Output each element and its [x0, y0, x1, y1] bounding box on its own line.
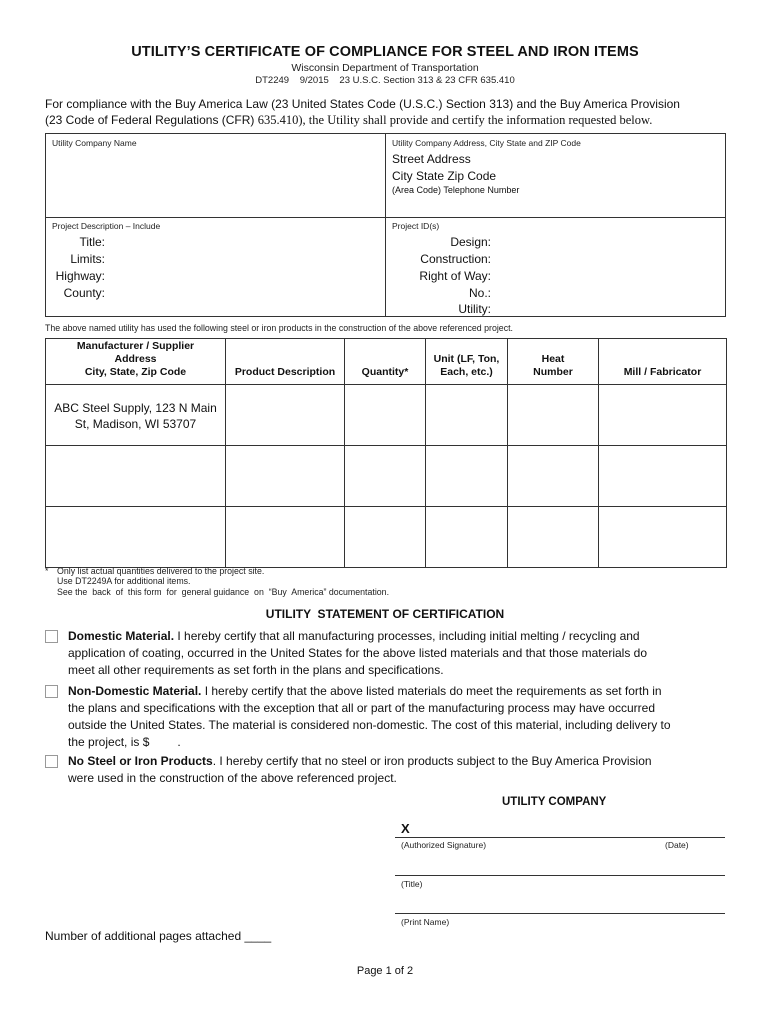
footnote-line-3: See the back of this form for general guidance on “Buy America” documentation.: [57, 587, 390, 597]
title-line[interactable]: [395, 875, 725, 876]
product-cell[interactable]: [226, 385, 345, 446]
certification-heading: UTILITY STATEMENT OF CERTIFICATION: [265, 607, 505, 621]
col-manufacturer: [46, 339, 226, 385]
non-domestic-end: .: [177, 735, 181, 749]
col-mill: Mill / Fabricator: [599, 339, 727, 385]
table-row: [46, 446, 727, 507]
authorized-signature-label: (Authorized Signature): [401, 840, 487, 850]
unit-cell[interactable]: [426, 507, 508, 568]
right-of-way-id-label: Right of Way:: [419, 269, 491, 283]
no-steel-statement: [68, 753, 738, 787]
domestic-statement: [68, 628, 738, 679]
project-highway-label: Highway:: [55, 269, 105, 283]
products-used-note: The above named utility has used the following steel or iron products in the construction of the above referenced project.: [45, 323, 513, 333]
date-label: (Date): [665, 840, 689, 850]
design-id-label: Design:: [450, 235, 491, 249]
mill-cell[interactable]: [599, 385, 727, 446]
col-unit-line-1: Unit (LF, Ton,: [433, 353, 500, 365]
project-ids-cell[interactable]: [385, 217, 726, 317]
intro-line-2a: (23 Code of Federal Regulations (CFR): [45, 113, 258, 127]
intro-line-2: [45, 112, 735, 128]
domestic-line-2: application of coating, occurred in the United States for the above listed materials and that those materials do: [68, 646, 647, 660]
company-name-cell[interactable]: [45, 133, 386, 218]
no-steel-checkbox[interactable]: [45, 755, 58, 768]
col-manufacturer-line-2: Address: [114, 353, 157, 365]
manufacturer-cell[interactable]: [46, 446, 226, 507]
form-reference: [0, 75, 770, 86]
manufacturer-cell[interactable]: [46, 507, 226, 568]
signature-x-mark: X: [401, 821, 410, 836]
intro-paragraph: [45, 96, 735, 128]
domestic-line-3: meet all other requirements as set forth in the plans and specifications.: [68, 663, 444, 677]
intro-line-2b: 635.410), the Utility shall provide and certify the information requested below.: [257, 113, 653, 127]
agency-name: Wisconsin Department of Transportation: [291, 62, 479, 74]
construction-id-label: Construction:: [420, 252, 491, 266]
col-unit: [426, 339, 508, 385]
project-description-label: Project Description – Include: [52, 221, 161, 231]
col-manufacturer-line-3: City, State, Zip Code: [84, 366, 187, 378]
col-heat-line-2: Number: [533, 366, 573, 378]
company-street: Street Address: [392, 152, 471, 166]
project-county-label: County:: [63, 286, 105, 300]
non-domestic-line-3: outside the United States. The material is considered non-domestic. The cost of this material, including delivery to: [68, 718, 671, 732]
print-name-line[interactable]: [395, 913, 725, 914]
non-domestic-line-4: the project, is $: [68, 735, 150, 749]
quantity-cell[interactable]: [345, 385, 426, 446]
company-name-label: Utility Company Name: [52, 138, 137, 148]
print-name-label: (Print Name): [401, 917, 450, 927]
form-title: UTILITY’S CERTIFICATE OF COMPLIANCE FOR STEEL AND IRON ITEMS: [131, 44, 639, 60]
no-id-label: No.:: [468, 286, 491, 300]
title-label: (Title): [401, 879, 423, 889]
non-domestic-checkbox[interactable]: [45, 685, 58, 698]
unit-cell[interactable]: [426, 385, 508, 446]
non-domestic-title: Non-Domestic Material.: [68, 684, 202, 698]
heat-cell[interactable]: [508, 446, 599, 507]
project-limits-label: Limits:: [70, 252, 105, 266]
manufacturer-cell[interactable]: [46, 385, 226, 446]
company-city: City State Zip Code: [392, 169, 497, 183]
table-row: [46, 385, 727, 446]
project-description-cell[interactable]: [45, 217, 386, 317]
intro-line-1: For compliance with the Buy America Law (23 United States Code (U.S.C.) Section 313) and the Buy America Provision: [45, 97, 680, 111]
col-manufacturer-line-1: Manufacturer / Supplier: [76, 340, 195, 352]
utility-id-label: Utility:: [458, 302, 491, 316]
materials-table: [45, 338, 727, 568]
heat-cell[interactable]: [508, 385, 599, 446]
mill-cell[interactable]: [599, 446, 727, 507]
form-number: DT2249: [255, 75, 290, 86]
product-cell[interactable]: [226, 507, 345, 568]
domestic-title: Domestic Material.: [68, 629, 175, 643]
col-unit-line-2: Each, etc.): [440, 366, 493, 378]
company-address-cell[interactable]: [385, 133, 726, 218]
no-steel-line-2: were used in the construction of the above referenced project.: [68, 771, 397, 785]
footnote-star: *: [45, 566, 49, 576]
page-number: Page 1 of 2: [356, 965, 414, 977]
product-cell[interactable]: [226, 446, 345, 507]
non-domestic-line-2: the plans and specifications with the exception that all or part of the manufacturing process may have occurred: [68, 701, 655, 715]
utility-company-heading: UTILITY COMPANY: [502, 796, 607, 808]
no-steel-line-1: . I hereby certify that no steel or iron products subject to the Buy America Provision: [212, 754, 652, 768]
heat-cell[interactable]: [508, 507, 599, 568]
footnote-line-2: Use DT2249A for additional items.: [57, 576, 191, 586]
project-title-label: Title:: [79, 235, 105, 249]
quantity-cell[interactable]: [345, 446, 426, 507]
form-revision: 9/2015: [299, 75, 329, 86]
manufacturer-value: ABC Steel Supply, 123 N Main St, Madison, WI 53707: [54, 401, 217, 431]
additional-pages-field[interactable]: Number of additional pages attached ____: [45, 929, 272, 943]
company-address-label: Utility Company Address, City State and ZIP Code: [392, 138, 581, 148]
table-header-row: [46, 339, 727, 385]
domestic-line-1: I hereby certify that all manufacturing processes, including initial melting / recycling and: [174, 629, 640, 643]
company-phone: (Area Code) Telephone Number: [392, 185, 520, 195]
quantity-cell[interactable]: [345, 507, 426, 568]
project-ids-label: Project ID(s): [392, 221, 440, 231]
col-heat: [508, 339, 599, 385]
non-domestic-statement: [68, 683, 738, 751]
table-row: [46, 507, 727, 568]
non-domestic-line-1: I hereby certify that the above listed materials do meet the requirements as set forth in: [201, 684, 662, 698]
unit-cell[interactable]: [426, 446, 508, 507]
mill-cell[interactable]: [599, 507, 727, 568]
domestic-checkbox[interactable]: [45, 630, 58, 643]
col-product: Product Description: [226, 339, 345, 385]
no-steel-title: No Steel or Iron Products: [68, 754, 213, 768]
col-heat-line-1: Heat: [541, 353, 565, 365]
form-authority: 23 U.S.C. Section 313 & 23 CFR 635.410: [339, 75, 515, 86]
authorized-signature-line[interactable]: [395, 837, 725, 838]
footnote-line-1: Only list actual quantities delivered to the project site.: [57, 566, 265, 576]
col-quantity: Quantity*: [345, 339, 426, 385]
